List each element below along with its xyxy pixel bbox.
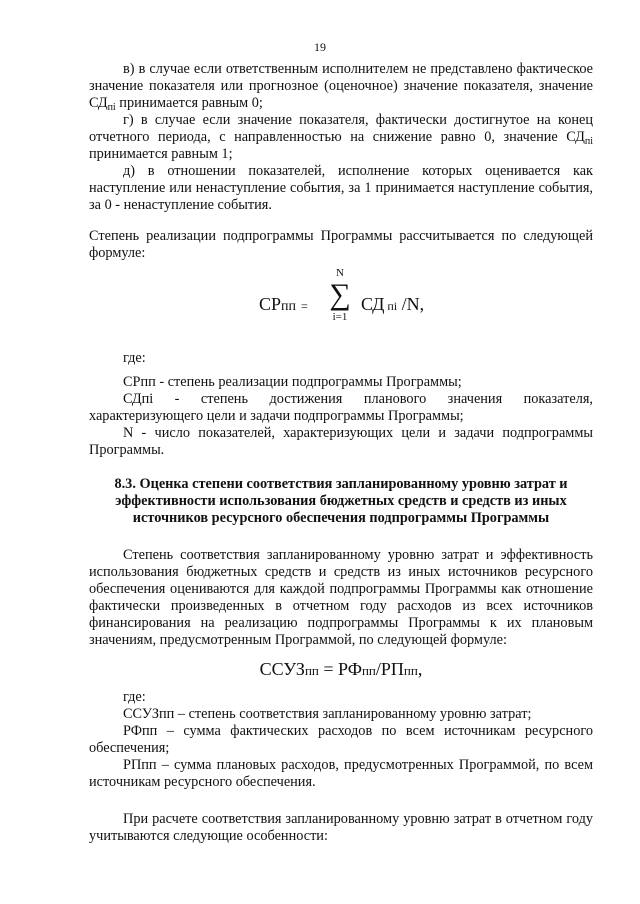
summation-sign: ∑	[329, 278, 351, 311]
formula2-rp: РП	[380, 659, 404, 679]
paragraph-ssuz: Степень соответствия запланированному уровню затрат и эффективность использования бюджетных средств и средств из иных источников ресурсного обеспечения оцениваются для каждой подпрограммы Программы как отношение фактически произведенных в отчетном году расходов из всех источников финансирования на реализацию подпрограммы Программы к их плановым значениям, предусмотренным Программой, по следующей формуле:	[89, 547, 593, 648]
formula2-rf-subscript: пп	[361, 663, 376, 678]
definition-rppp: РПпп – сумма плановых расходов, предусмотренных Программой, по всем источникам ресурсного обеспечения.	[89, 757, 593, 790]
document-body	[89, 61, 593, 845]
paragraph-formula-intro: Степень реализации подпрограммы Программы рассчитывается по следующей формуле:	[89, 228, 593, 261]
formula2-comma: ,	[417, 659, 423, 679]
formula1-summation	[325, 266, 355, 324]
paragraph-v-tail: принимается равным 0;	[115, 95, 263, 111]
paragraph-v	[89, 61, 593, 112]
formula1-lhs-main: СР	[259, 294, 282, 314]
formula1-lhs	[259, 296, 308, 315]
formula1-equals: =	[298, 299, 308, 313]
definition-rfpp: РФпп – сумма фактических расходов по всем источникам ресурсного обеспечения;	[89, 723, 593, 756]
paragraph-g	[89, 112, 593, 163]
formula1-lhs-subscript: пп	[281, 299, 297, 314]
where-label-2: где:	[123, 689, 146, 705]
formula1-rhs-subscript: пi	[384, 299, 398, 313]
formula-cost-compliance	[89, 661, 593, 679]
paragraph-g-subscript: пi	[584, 136, 593, 147]
paragraph-g-tail: принимается равным 1;	[89, 146, 233, 162]
formula2-ssuz-subscript: пп	[304, 663, 319, 678]
definition-ssuz: ССУЗпп – степень соответствия запланированному уровню затрат;	[123, 706, 532, 722]
formula2-ssuz: ССУЗ	[259, 659, 305, 679]
formula1-rhs-tail: /N,	[397, 294, 425, 314]
formula1-rhs-main: СД	[361, 294, 385, 314]
summation-upper-limit: N	[336, 267, 344, 279]
definition-n: N - число показателей, характеризующих цели и задачи подпрограммы Программы.	[89, 425, 593, 458]
paragraph-last: При расчете соответствия запланированному уровню затрат в отчетном году учитываются следующие особенности:	[89, 811, 593, 844]
formula2-equals: =	[318, 659, 339, 679]
formula1-rhs	[361, 296, 424, 315]
paragraph-v-text: в) в случае если ответственным исполнителем не представлено фактическое значение показателя или прогнозное (оценочное) значение показателя, значение СД	[89, 61, 593, 111]
paragraph-d: д) в отношении показателей, исполнение которых оценивается как наступление или ненаступление события, за 1 принимается наступление события, за 0 - ненаступление события.	[89, 163, 593, 213]
definition-srpp: СРпп - степень реализации подпрограммы Программы;	[123, 374, 462, 390]
where-label-1: где:	[123, 350, 146, 366]
summation-lower-limit: i=1	[332, 311, 348, 323]
formula-subprogram-realization	[89, 266, 593, 346]
paragraph-v-subscript: пi	[107, 102, 116, 113]
page-number: 19	[314, 40, 326, 54]
definition-sdpi: СДпi - степень достижения планового значения показателя, характеризующего цели и задачи подпрограммы Программы;	[89, 391, 593, 424]
section-heading-8-3: 8.3. Оценка степени соответствия запланированному уровню затрат и эффективности использования бюджетных средств и средств из иных источников ресурсного обеспечения подпрограммы Программы	[114, 476, 568, 526]
formula2-rf: РФ	[338, 659, 362, 679]
formula2-slash: /	[375, 659, 381, 679]
formula2-rp-subscript: пп	[403, 663, 418, 678]
paragraph-g-text: г) в случае если значение показателя, фактически достигнутое на конец отчетного периода, с направленностью на снижение равно 0, значение СД	[89, 112, 593, 145]
